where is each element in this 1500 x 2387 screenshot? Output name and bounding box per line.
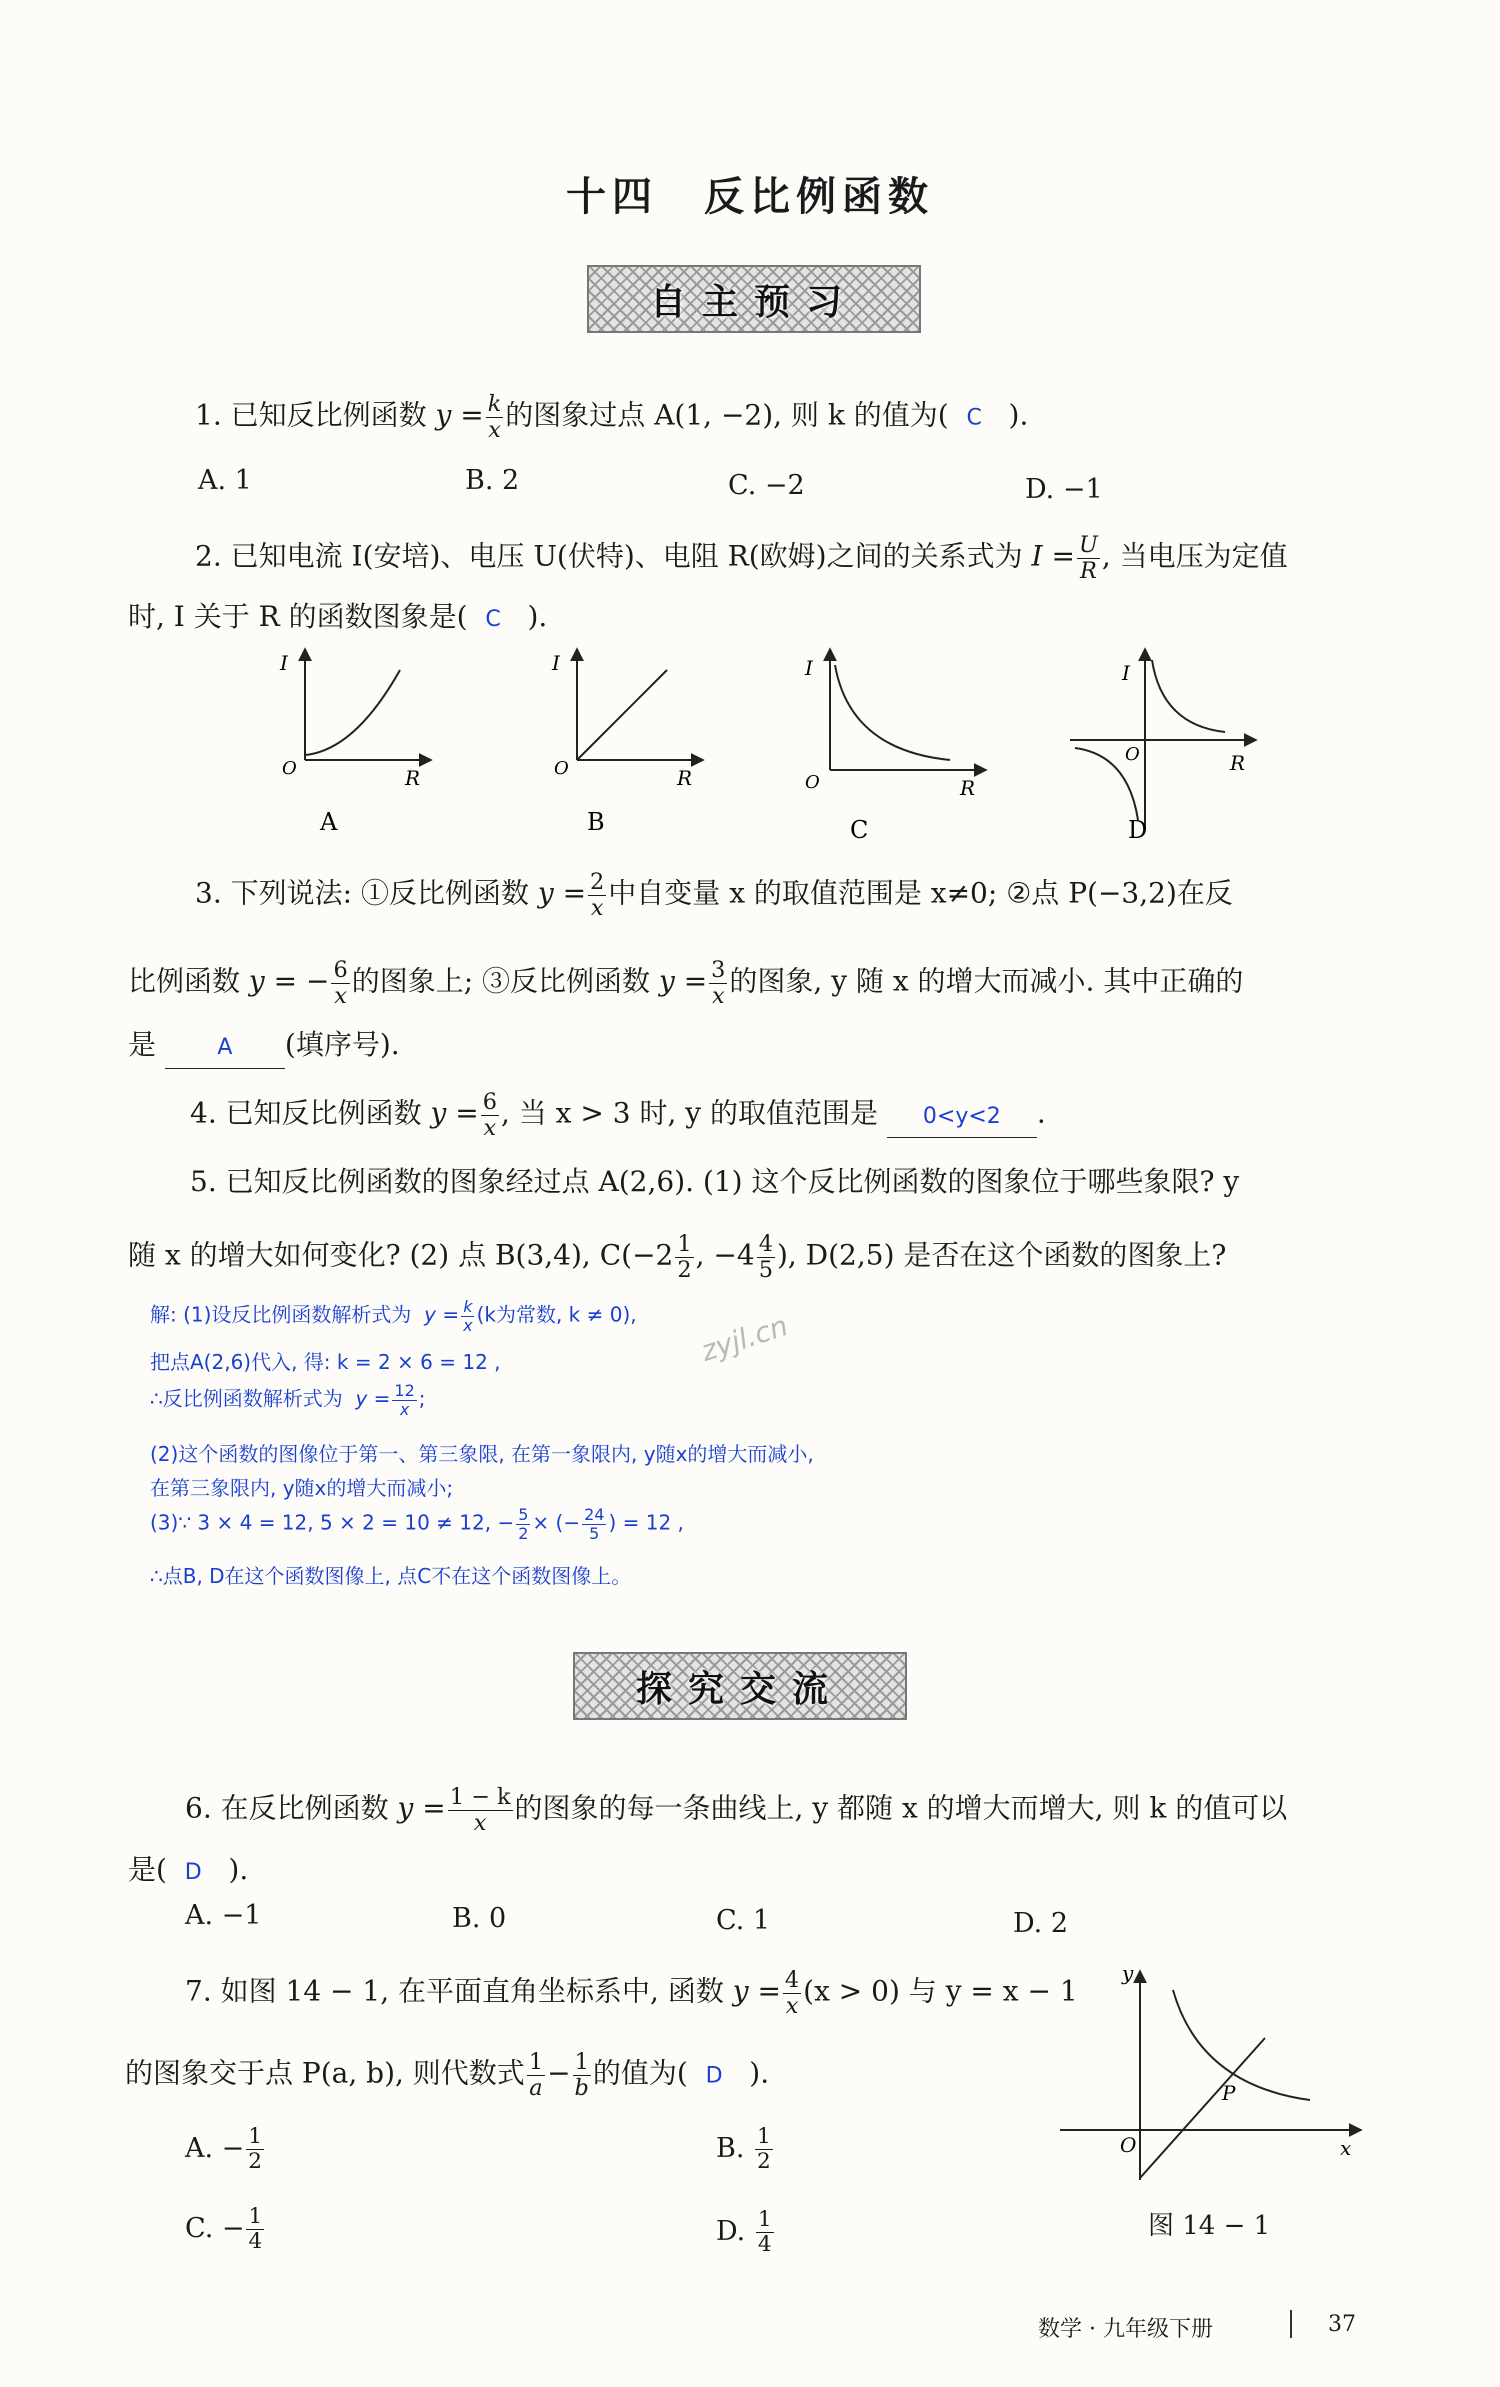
graph-c-label: C [850,816,869,844]
q2-text: 2. 已知电流 I(安培)、电压 U(伏特)、电阻 R(欧姆)之间的关系式为 [195,539,1023,573]
q1-option-a: A. 1 [198,465,252,496]
q6-den: x [473,1809,487,1836]
q2-graphs [260,640,1260,850]
q3-text-1b: 中自变量 x 的取值范围是 x≠0; ②点 P(−3,2)在反 [608,876,1233,910]
q5-text-2a: 随 x 的增大如何变化? (2) 点 B(3,4), C(−2 [128,1238,674,1272]
sol-3den: x [399,1399,410,1419]
q7-text-1b: (x > 0) 与 y = x − 1 [803,1974,1078,2008]
graph-c-axis-x: R [960,776,976,800]
q7-n2: 1 [574,2049,589,2075]
q3-answer: A [217,1035,233,1060]
q1-answer: C [966,405,982,431]
q3-blank [165,1025,285,1069]
q3-eq3: y = [658,964,708,998]
footer-page-number: 37 [1328,2312,1356,2337]
graph-c-axis-y: I [805,656,813,680]
q7-opt-d-num: 1 [757,2207,772,2232]
solution-line-5: 在第三象限内, y随x的增大而减小; [150,1476,454,1500]
q1-close: ). [1008,398,1029,432]
graph-b-axis-y: I [552,651,560,675]
graph-c [804,650,985,844]
q4-blank [887,1094,1037,1138]
q4-frac [481,1090,499,1140]
graph-d [1070,650,1255,844]
q2-den: R [1079,557,1097,584]
q7-opt-a-prefix: A. − [185,2132,245,2164]
figure-caption: 图 14 − 1 [1148,2211,1271,2241]
q3-eq1: y = [537,876,587,910]
q6-close: ). [228,1853,249,1886]
q7-text-1: 7. 如图 14 − 1, 在平面直角坐标系中, 函数 [185,1974,724,2008]
q6-answer: D [184,1860,202,1885]
q5-num2: 4 [758,1231,773,1257]
sol-1num: k [463,1297,473,1316]
q7-answer: D [705,2063,723,2089]
q2-eq: I = [1031,539,1075,573]
graph-c-origin: O [805,772,820,793]
q1-option-b: B. 2 [465,465,520,496]
q3-eq2: y = − [248,964,330,998]
figure-axis-y: y [1122,1961,1134,1985]
q6-text: 6. 在反比例函数 [185,1791,389,1825]
sol-6b: × (− [532,1510,581,1535]
q6-option-a: A. −1 [185,1900,262,1931]
q7-d1: a [529,2074,543,2101]
q7-opt-b-frac [755,2125,773,2174]
question-1 [195,392,1028,442]
question-7-line2 [125,2050,769,2100]
q4-close: . [1036,1096,1046,1130]
q7-opt-c-den: 4 [248,2228,263,2254]
q1-fraction [486,392,504,442]
q2-suffix: , 当电压为定值 [1101,539,1288,573]
q3-num2: 6 [333,957,348,983]
q4-num: 6 [482,1089,497,1115]
q1-option-d: D. −1 [1025,474,1103,505]
q3-text-2c: 的图象, y 随 x 的增大而减小. 其中正确的 [729,964,1244,998]
q7-option-b [716,2125,775,2174]
figure-origin: O [1120,2133,1137,2157]
q3-frac1 [588,870,606,920]
graph-d-label: D [1128,816,1148,844]
q7-frac-b [573,2050,591,2100]
q5-text-2e: ), D(2,5) 是否在这个函数的图象上? [776,1238,1227,1272]
q4-den: x [483,1114,497,1141]
q7-opt-d-frac [756,2208,774,2257]
q2-line2-text: 时, I 关于 R 的函数图象是( [128,600,468,633]
q1-eq: y = [435,398,484,432]
sol-3num: 12 [394,1381,415,1400]
q7-text-2: 的图象交于点 P(a, b), 则代数式 [125,2056,525,2090]
q6-num: 1 − k [449,1784,511,1810]
footer-divider [1290,2310,1292,2338]
q7-opt-b-prefix: B. [716,2132,745,2164]
q6-frac [448,1785,513,1835]
graph-d-axis-x: R [1230,751,1246,775]
q6-option-b: B. 0 [452,1903,507,1934]
q7-close: ). [749,2056,770,2090]
q3-frac2 [331,958,349,1008]
q4-eq: y = [430,1096,479,1130]
q7-option-c [185,2205,266,2254]
q6-eq: y = [397,1791,446,1825]
graph-a-axis-y: I [280,651,288,675]
q5-num1: 1 [677,1231,692,1257]
solution-line-4: (2)这个函数的图像位于第一、第三象限, 在第一象限内, y随x的增大而减小, [150,1442,814,1466]
q7-d2: b [574,2074,589,2101]
page-title: 十四 反比例函数 [566,173,934,220]
q5-den2: 5 [758,1256,773,1283]
q1-den: x [488,416,501,443]
q7-n1: 1 [528,2049,544,2075]
q3-text-3: 是 [128,1028,157,1061]
graph-a-label: A [320,808,338,836]
sol-3frac [392,1382,416,1418]
q1-num: k [487,391,502,417]
sol-6frac2 [582,1506,606,1542]
q2-fraction [1077,533,1100,583]
sol-6a: (3)∵ 3 × 4 = 12, 5 × 2 = 10 ≠ 12, − [150,1510,515,1535]
q7-frac [783,1968,801,2018]
question-2-line2 [128,597,547,640]
q4-answer: 0<y<2 [922,1103,1001,1129]
section-title-explore: 探究交流 [635,1668,844,1710]
q1-text: 1. 已知反比例函数 [195,398,427,432]
q5-frac2 [757,1232,775,1282]
question-3 [195,870,1233,920]
q3-text-3b: (填序号). [284,1028,400,1061]
q6-option-d: D. 2 [1013,1908,1069,1939]
q7-opt-a-den: 2 [248,2148,263,2174]
sol-1b: (k为常数, k ≠ 0), [476,1302,637,1327]
graph-a-origin: O [282,758,297,779]
sol-3eq: y = [355,1386,391,1411]
sol-1eq: y = [424,1302,460,1327]
q1-suffix: 的图象过点 A(1, −2), 则 k 的值为( [505,398,949,432]
question-5-line2 [128,1232,1226,1282]
sol-6num2: 24 [584,1505,605,1524]
question-7 [185,1968,1078,2018]
q1-option-c: C. −2 [728,470,805,501]
graph-d-origin: O [1125,744,1140,765]
sol-3b: ; [418,1386,426,1411]
watermark: zyjl.cn [697,1309,792,1368]
section-banner-explore [573,1652,907,1720]
section-banner-preview [587,265,921,333]
q3-text-2b: 的图象上; ③反比例函数 [351,964,651,998]
q7-den: x [785,1992,799,2019]
q3-text-2: 比例函数 [128,964,241,998]
solution-line-6 [150,1506,684,1542]
solution-line-7: ∴点B, D在这个函数图像上, 点C不在这个函数图像上。 [150,1564,632,1588]
q2-num: U [1078,532,1098,558]
q3-num3: 3 [711,957,726,983]
sol-6num1: 5 [518,1505,529,1524]
q5-text-2c: , −4 [695,1238,755,1272]
graph-b-origin: O [554,758,569,779]
q3-den2: x [334,982,347,1009]
solution-line-3 [150,1382,426,1418]
question-5: 5. 已知反比例函数的图象经过点 A(2,6). (1) 这个反比例函数的图象位于哪些象限? y [190,1165,1240,1198]
question-4 [190,1090,1046,1140]
q3-den1: x [590,894,604,921]
q7-text-2b: 的值为( [592,2056,688,2090]
graph-b-axis-x: R [677,766,693,790]
section-title: 自主预习 [649,281,858,323]
question-6 [185,1785,1287,1835]
q7-opt-d-den: 4 [757,2231,772,2257]
q7-minus: − [547,2056,571,2090]
q4-suffix: , 当 x > 3 时, y 的取值范围是 [500,1096,878,1130]
q6-line2: 是( [128,1853,167,1886]
q5-frac1 [675,1232,693,1282]
sol-1a: 解: (1)设反比例函数解析式为 [150,1302,412,1327]
q7-opt-b-num: 1 [757,2124,771,2149]
question-3-line3 [128,1025,400,1069]
q7-num: 4 [784,1967,800,1993]
solution-line-1 [150,1298,637,1334]
question-2 [195,533,1288,583]
graph-b [551,650,702,836]
graph-d-axis-y: I [1122,661,1130,685]
q7-opt-c-frac [246,2205,264,2254]
q7-opt-a-num: 1 [248,2124,263,2149]
sol-6den1: 2 [518,1523,529,1543]
sol-1frac [461,1298,474,1334]
question-3-line2 [128,958,1243,1008]
figure-14-1 [1050,1950,1370,2190]
graph-a-axis-x: R [405,766,421,790]
q7-option-a [185,2125,266,2174]
q7-frac-a [527,2050,545,2100]
graph-a [279,650,430,836]
q2-close: ). [527,600,548,633]
figure-point-p: P [1222,2081,1236,2105]
q3-num1: 2 [590,869,605,895]
q5-den1: 2 [677,1256,692,1283]
question-6-line2 [128,1850,248,1893]
sol-6frac1 [516,1506,530,1542]
q6-option-c: C. 1 [716,1905,771,1936]
sol-6den2: 5 [589,1523,600,1543]
solution-line-2: 把点A(2,6)代入, 得: k = 2 × 6 = 12 , [150,1350,501,1374]
q7-opt-b-den: 2 [757,2148,771,2174]
q3-text-1: 3. 下列说法: ①反比例函数 [195,876,529,910]
sol-1den: x [463,1315,473,1335]
q7-opt-c-num: 1 [248,2204,263,2229]
sol-3a: ∴反比例函数解析式为 [150,1386,343,1411]
q4-text: 4. 已知反比例函数 [190,1096,422,1130]
sol-6c: ) = 12 , [608,1510,684,1535]
footer-book: 数学 · 九年级下册 [1038,2317,1213,2342]
q3-den3: x [711,982,725,1009]
graph-b-label: B [587,808,605,836]
q6-suffix: 的图象的每一条曲线上, y 都随 x 的增大而增大, 则 k 的值可以 [514,1791,1288,1825]
q7-opt-d-prefix: D. [716,2215,746,2247]
q3-frac3 [709,958,727,1008]
q7-opt-a-frac [246,2125,264,2174]
q7-eq: y = [732,1974,781,2008]
q7-opt-c-prefix: C. − [185,2212,245,2244]
q2-answer: C [485,607,501,632]
q7-option-d [716,2208,776,2257]
figure-axis-x: x [1340,2136,1352,2160]
